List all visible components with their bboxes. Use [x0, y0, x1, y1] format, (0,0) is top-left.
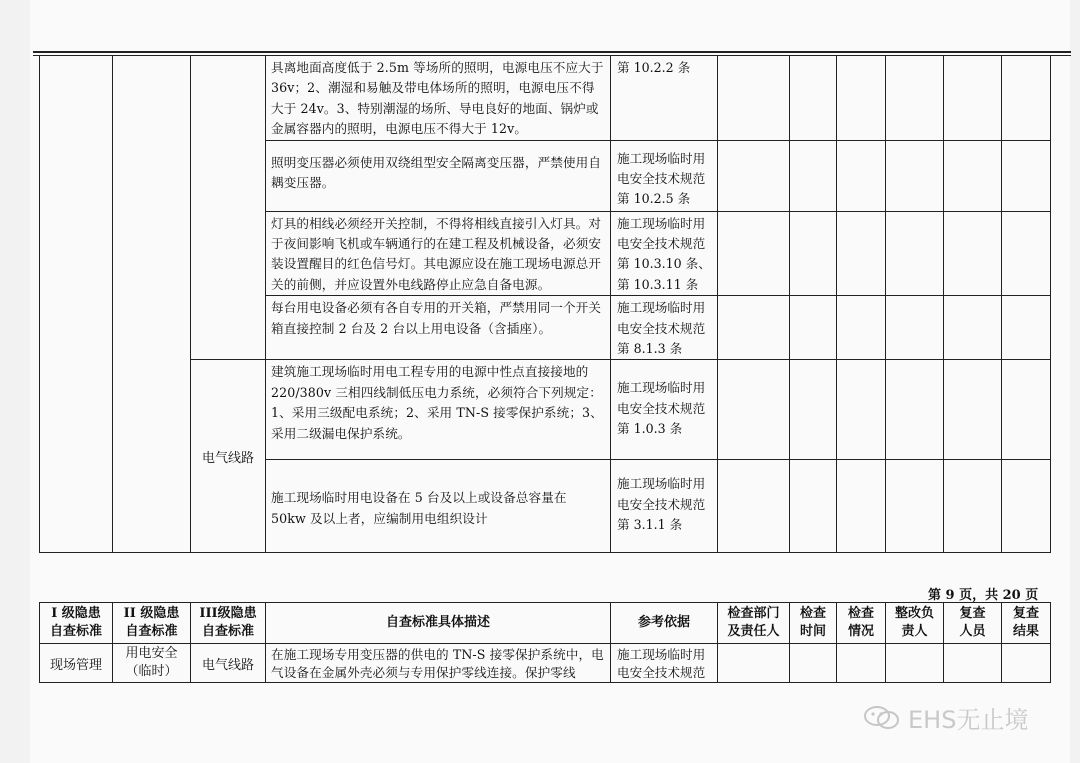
level2-label: 用电安全（临时）	[113, 644, 191, 683]
level1-cell	[40, 56, 113, 553]
check-status-cell	[837, 296, 886, 360]
check-status-cell	[837, 360, 886, 460]
standard-description: 建筑施工现场临时用电工程专用的电源中性点直接接地的 220/380v 三相四线制低压电力系统，必须符合下列规定： 1、采用三级配电系统；2、采用 TN-S 接零保护系统；3、采用二级漏电保护系统。	[266, 360, 611, 460]
reviewer-cell	[944, 140, 1002, 211]
reviewer-cell	[944, 211, 1002, 296]
watermark	[862, 700, 1028, 735]
check-dept-cell	[718, 360, 790, 460]
reviewer-cell	[944, 360, 1002, 460]
reviewer-cell	[944, 296, 1002, 360]
check-dept-cell	[718, 460, 790, 553]
watermark-text: EHS无止境	[908, 706, 1029, 734]
check-time-cell	[790, 360, 837, 460]
check-dept-cell	[718, 56, 790, 141]
reference-basis: 施工现场临时用电安全技术规范第 10.2.5 条	[611, 140, 718, 211]
rectify-owner-cell	[886, 644, 944, 683]
reference-basis: 施工现场临时用电安全技术规范第 1.0.3 条	[611, 360, 718, 460]
reference-basis: 施工现场临时用电安全技术规范第 8.1.3 条	[611, 296, 718, 360]
check-dept-cell	[718, 211, 790, 296]
check-dept-cell	[718, 644, 790, 683]
wechat-icon	[862, 705, 902, 731]
header-rectify-owner: 整改负责人	[886, 603, 944, 644]
review-result-cell	[1002, 140, 1051, 211]
header-level1: I 级隐患自查标准	[40, 603, 113, 644]
review-result-cell	[1002, 460, 1051, 553]
reference-basis: 施工现场临时用电安全技术规范第 3.1.1 条	[611, 460, 718, 553]
review-result-cell	[1002, 56, 1051, 141]
check-dept-cell	[718, 296, 790, 360]
level1-label: 现场管理	[40, 644, 113, 683]
reference-basis: 第 10.2.2 条	[611, 56, 718, 141]
check-status-cell	[837, 140, 886, 211]
reference-basis: 施工现场临时用电安全技术规范第 10.3.10 条、第 10.3.11 条	[611, 211, 718, 296]
check-status-cell	[837, 644, 886, 683]
level3-cell	[191, 56, 266, 360]
header-description: 自查标准具体描述	[266, 603, 611, 644]
standard-description: 施工现场临时用电设备在 5 台及以上或设备总容量在 50kw 及以上者，应编制用电组织设计	[266, 460, 611, 553]
check-time-cell	[790, 56, 837, 141]
table-row	[40, 56, 1051, 141]
reference-basis: 施工现场临时用电安全技术规范	[611, 644, 718, 683]
check-time-cell	[790, 211, 837, 296]
checklist-table-continued	[39, 55, 1051, 553]
review-result-cell	[1002, 644, 1051, 683]
check-dept-cell	[718, 140, 790, 211]
rectify-owner-cell	[886, 140, 944, 211]
checklist-table	[39, 602, 1051, 683]
level3-label: 电气线路	[191, 360, 266, 553]
review-result-cell	[1002, 296, 1051, 360]
rectify-owner-cell	[886, 296, 944, 360]
reviewer-cell	[944, 644, 1002, 683]
header-level2: II 级隐患自查标准	[113, 603, 191, 644]
level3-label: 电气线路	[191, 644, 266, 683]
check-status-cell	[837, 56, 886, 141]
standard-description: 具离地面高度低于 2.5m 等场所的照明，电源电压不应大于 36v；2、潮湿和易触及带电体场所的照明，电源电压不得大于 24v。3、特别潮湿的场所、导电良好的地面、锅炉或金属容器内的照明，电源电压不得大于 12v。	[266, 56, 611, 141]
header-review-result: 复查结果	[1002, 603, 1051, 644]
rectify-owner-cell	[886, 460, 944, 553]
page-number: 第 9 页，共 20 页	[928, 588, 1039, 603]
check-time-cell	[790, 460, 837, 553]
check-time-cell	[790, 140, 837, 211]
standard-description: 在施工现场专用变压器的供电的 TN-S 接零保护系统中，电气设备在金属外壳必须与专用保护零线连接。保护零线	[266, 644, 611, 683]
header-check-status: 检查情况	[837, 603, 886, 644]
check-status-cell	[837, 460, 886, 553]
check-status-cell	[837, 211, 886, 296]
header-rule-thick	[33, 51, 1071, 53]
header-level3: III级隐患自查标准	[191, 603, 266, 644]
standard-description: 每台用电设备必须有各自专用的开关箱，严禁用同一个开关箱直接控制 2 台及 2 台以上用电设备（含插座）。	[266, 296, 611, 360]
table-header-row	[40, 603, 1051, 644]
header-reference: 参考依据	[611, 603, 718, 644]
rectify-owner-cell	[886, 56, 944, 141]
level2-cell	[113, 56, 191, 553]
rectify-owner-cell	[886, 211, 944, 296]
review-result-cell	[1002, 211, 1051, 296]
header-check-dept: 检查部门及责任人	[718, 603, 790, 644]
check-time-cell	[790, 296, 837, 360]
standard-description: 灯具的相线必须经开关控制，不得将相线直接引入灯具。对于夜间影响飞机或车辆通行的在建工程及机械设备，必须安装设置醒目的红色信号灯。其电源应设在施工现场电源总开关的前侧，并应设置外电线路停止应急自备电源。	[266, 211, 611, 296]
table-row	[40, 644, 1051, 683]
reviewer-cell	[944, 460, 1002, 553]
check-time-cell	[790, 644, 837, 683]
rectify-owner-cell	[886, 360, 944, 460]
header-check-time: 检查时间	[790, 603, 837, 644]
reviewer-cell	[944, 56, 1002, 141]
review-result-cell	[1002, 360, 1051, 460]
table-row	[40, 360, 1051, 460]
standard-description: 照明变压器必须使用双绕组型安全隔离变压器，严禁使用自耦变压器。	[266, 140, 611, 211]
header-reviewer: 复查人员	[944, 603, 1002, 644]
